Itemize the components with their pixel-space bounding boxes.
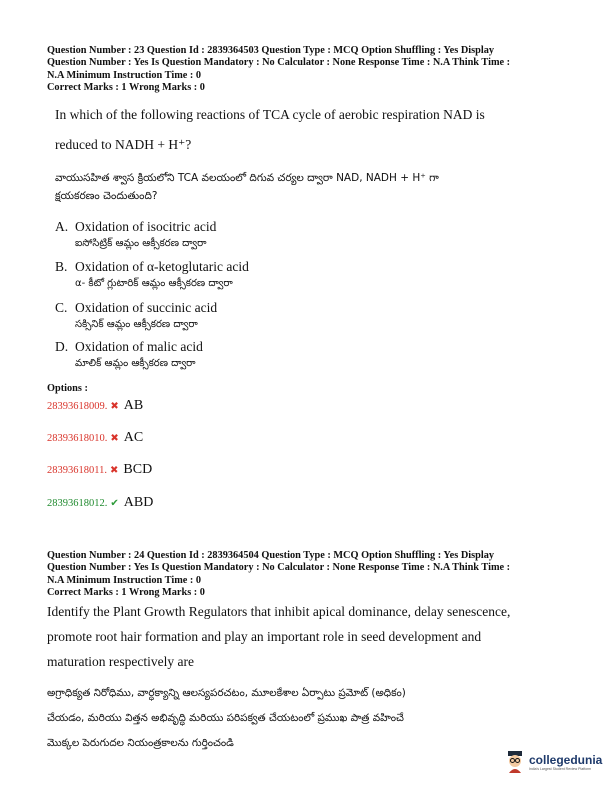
- q23-meta-line-2: Question Number : Yes Is Question Mandatory : No Calculator : None Response Time : N.A Think Time :: [47, 57, 511, 69]
- answer-choice: [47, 462, 152, 478]
- answer-id: 28393618011.: [47, 465, 107, 476]
- answer-id: 28393618012.: [47, 498, 108, 509]
- answer-id: 28393618009.: [47, 401, 108, 412]
- q23-option-b: [55, 258, 249, 292]
- q23-option-c: [55, 299, 217, 333]
- option-text-te: సక్సినిక్ ఆమ్లం ఆక్సీకరణ ద్వారా: [75, 319, 198, 330]
- option-text-te: ఐసోసిట్రిక్ ఆమ్లం ఆక్సీకరణ ద్వారా: [75, 238, 207, 249]
- q24-marks: Correct Marks : 1 Wrong Marks : 0: [47, 587, 205, 599]
- q23-marks: Correct Marks : 1 Wrong Marks : 0: [47, 82, 205, 94]
- option-letter: C.: [55, 300, 68, 315]
- option-text-te: α- కీటో గ్లుటారిక్ ఆమ్లం ఆక్సీకరణ ద్వారా: [75, 278, 233, 289]
- q24-text-te-1: అగ్రాధిక్యత నిరోధిము, వార్ధక్యాన్ని ఆలస్యపరచటం, మూలకేశాల ఏర్పాటు ప్రమోట్ (అధికం): [47, 687, 406, 699]
- q23-text-en-1: In which of the following reactions of TCA cycle of aerobic respiration NAD is: [55, 107, 485, 122]
- option-letter: B.: [55, 259, 68, 274]
- q24-meta-line-1: Question Number : 24 Question Id : 2839364504 Question Type : MCQ Option Shuffling : Yes Display: [47, 550, 495, 561]
- answer-choice: [47, 398, 143, 414]
- q24-text-en-2: promote root hair formation and play an important role in seed development and: [47, 629, 482, 644]
- q23-text-te-2: క్షయకరణం చెందుతుంది?: [55, 190, 158, 202]
- option-text-en: Oxidation of α-ketoglutaric acid: [75, 259, 249, 274]
- q24-meta-line-3: N.A Minimum Instruction Time : 0: [47, 574, 202, 586]
- q24-text-en-1: Identify the Plant Growth Regulators that inhibit apical dominance, delay senescence,: [47, 604, 511, 619]
- option-letter: A.: [55, 219, 69, 234]
- q23-text-en-2: reduced to NADH + H⁺?: [55, 137, 192, 152]
- option-text-en: Oxidation of malic acid: [75, 339, 203, 354]
- option-text-en: Oxidation of isocitric acid: [75, 219, 217, 234]
- collegedunia-logo: [505, 750, 602, 774]
- q23-meta-line-1: Question Number : 23 Question Id : 2839364503 Question Type : MCQ Option Shuffling : Yes Display: [47, 45, 495, 56]
- q24-text-en-3: maturation respectively are: [47, 654, 194, 669]
- answer-choice: [47, 430, 143, 446]
- q23-text-te-1: వాయుసహిత శ్వాస క్రియలోని TCA వలయంలో దిగువ చర్యల ద్వారా NAD, NADH + H⁺ గా: [55, 172, 439, 184]
- options-heading: Options :: [47, 383, 88, 394]
- q23-option-d: [55, 338, 203, 372]
- q23-option-a: [55, 218, 216, 252]
- logo-brand: collegedunia: [529, 753, 603, 767]
- option-letter: D.: [55, 339, 69, 354]
- answer-value: AC: [123, 430, 144, 445]
- q24-metadata: [47, 550, 567, 600]
- answer-choice-correct: [47, 495, 153, 511]
- cross-icon: ✖: [110, 401, 119, 412]
- answer-value: AB: [123, 398, 144, 413]
- mascot-icon: [505, 750, 525, 774]
- q24-text-te-3: మొక్కల పెరుగుదల నియంత్రకాలను గుర్తించండి: [47, 737, 234, 749]
- option-text-te: మాలిక్ ఆమ్లం ఆక్సీకరణ ద్వారా: [75, 358, 196, 369]
- answer-value: ABD: [123, 495, 154, 510]
- check-icon: ✔: [110, 498, 119, 509]
- option-text-en: Oxidation of succinic acid: [75, 300, 218, 315]
- q24-meta-line-2: Question Number : Yes Is Question Mandatory : No Calculator : None Response Time : N.A Think Time :: [47, 562, 511, 574]
- answer-id: 28393618010.: [47, 433, 108, 444]
- logo-tagline: India's Largest Student Review Platform: [529, 767, 592, 771]
- cross-icon: ✖: [110, 465, 119, 476]
- cross-icon: ✖: [110, 433, 119, 444]
- answer-value: BCD: [123, 462, 153, 477]
- q24-text-te-2: చేయడం, మరియు విత్తన అభివృద్ధి మరియు పరిపక్వత చేయటంలో ప్రముఖ పాత్ర వహించే: [47, 712, 404, 724]
- q23-meta-line-3: N.A Minimum Instruction Time : 0: [47, 69, 202, 81]
- q23-metadata: [47, 45, 567, 95]
